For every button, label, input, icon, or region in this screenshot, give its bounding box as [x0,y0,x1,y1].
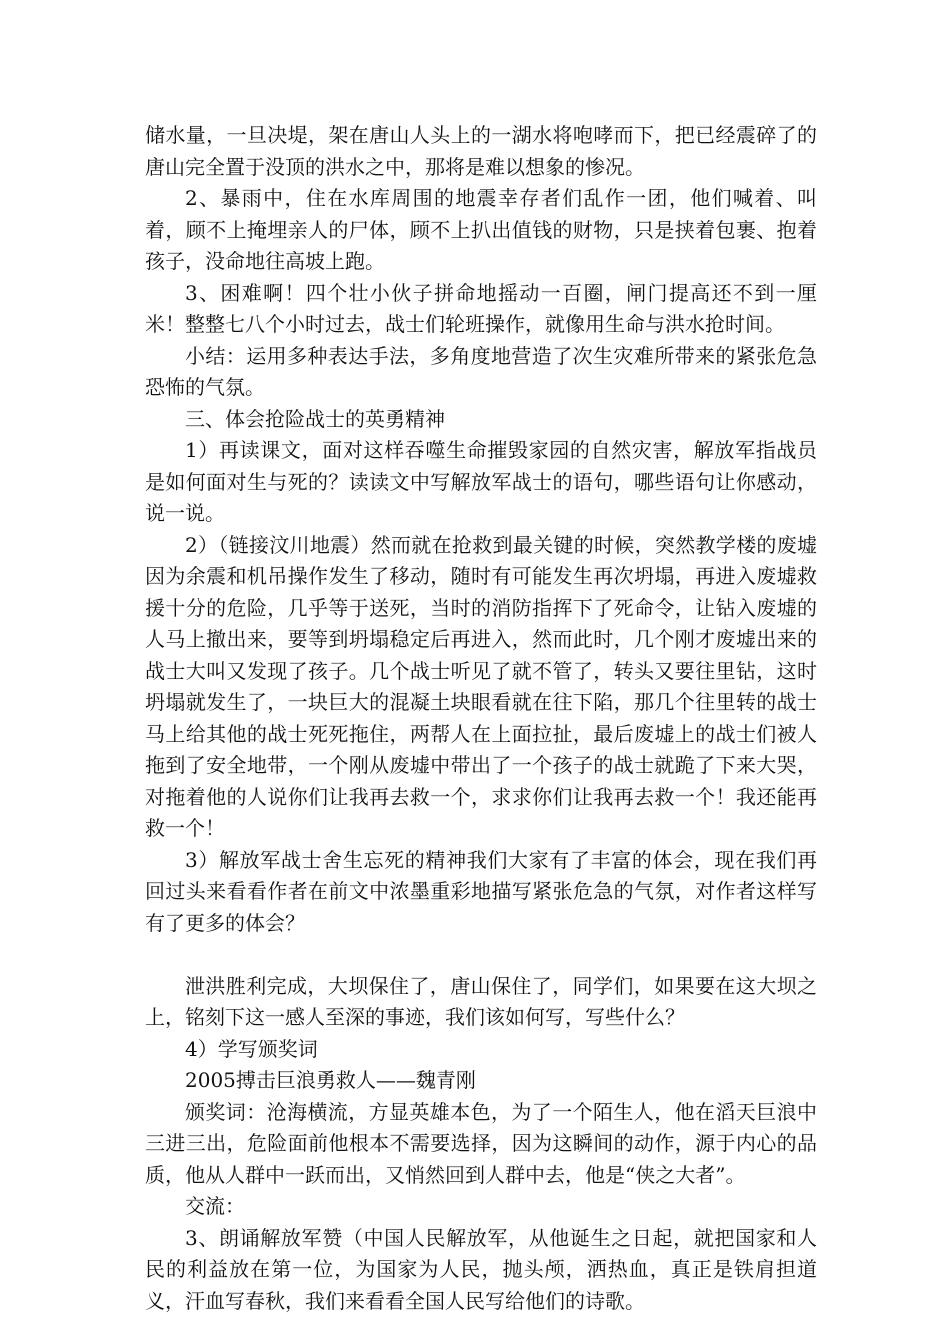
paragraph-wenchuan: 2）（链接汶川地震）然而就在抢救到最关键的时候，突然教学楼的废墟因为余震和机吊操作发生了移动，随时有可能发生再次坍塌，再进入废墟救援十分的危险，几乎等于送死，当时的消防指挥下了死命令，让钻入废墟的人马上撤出来，要等到坍塌稳定后再进入，然而此时，几个刚才废墟出来的战士大叫又发现了孩子。几个战士听见了就不管了，转头又要往里钻，这时坍塌就发生了，一块巨大的混凝土块眼看就在往下陷，那几个往里转的战士马上给其他的战士死死拖住，两帮人在上面拉扯，最后废墟上的战士们被人拖到了安全地带，一个刚从废墟中带出了一个孩子的战士就跪了下来大哭，对拖着他的人说你们让我再去救一个，求求你们让我再去救一个！我还能再救一个！ [145,532,817,840]
paragraph-summary: 小结：运用多种表达手法，多角度地营造了次生灾难所带来的紧张危急恐怖的气氛。 [145,343,817,399]
paragraph-reflection: 3）解放军战士舍生忘死的精神我们大家有了丰富的体会，现在我们再回过头来看看作者在前文中浓墨重彩地描写紧张危急的气氛，对作者这样写有了更多的体会？ [145,847,817,935]
document-page [145,120,817,1317]
section-heading-three: 三、体会抢险战士的英勇精神 [185,406,445,431]
paragraph-award-speech: 颁奖词：沧海横流，方显英雄本色，为了一个陌生人，他在滔天巨浪中三进三出，危险面前他根本不需要选择，因为这瞬间的动作，源于内心的品质，他从人群中一跃而出，又悄然回到人群中去，他是“侠之大者”。 [145,1099,817,1187]
paragraph-exchange: 交流： [185,1194,245,1218]
paragraph-recitation: 3、朗诵解放军赞（中国人民解放军，从他诞生之日起，就把国家和人民的利益放在第一位，为国家为人民，抛头颅，洒热血，真正是铁肩担道义，汗血写春秋，我们来看看全国人民写给他们的诗歌。 [145,1225,817,1313]
paragraph-flood-victory: 泄洪胜利完成，大坝保住了，唐山保住了，同学们，如果要在这大坝之上，铭刻下这一感人至深的事迹，我们该如何写，写些什么？ [145,973,817,1029]
paragraph-rainstorm: 2、暴雨中，住在水库周围的地震幸存者们乱作一团，他们喊着、叫着，顾不上掩埋亲人的尸体，顾不上扒出值钱的财物，只是挟着包裹、抱着孩子，没命地往高坡上跑。 [145,186,817,273]
paragraph-award-title: 2005搏击巨浪勇救人——魏青刚 [185,1068,476,1092]
paragraph-flood-storage: 储水量，一旦决堤，架在唐山人头上的一湖水将咆哮而下，把已经震碎了的唐山完全置于没顶的洪水之中，那将是难以想象的惨况。 [145,123,817,179]
blank-line [145,939,817,971]
paragraph-difficulty: 3、困难啊！四个壮小伙子拼命地摇动一百圈，闸门提高还不到一厘米！整整七八个小时过去，战士们轮班操作，就像用生命与洪水抢时间。 [145,280,817,336]
paragraph-reread: 1）再读课文，面对这样吞噬生命摧毁家园的自然灾害，解放军指战员是如何面对生与死的？读读文中写解放军战士的语句，哪些语句让你感动，说一说。 [145,438,817,525]
paragraph-award-heading: 4）学写颁奖词 [185,1036,318,1061]
